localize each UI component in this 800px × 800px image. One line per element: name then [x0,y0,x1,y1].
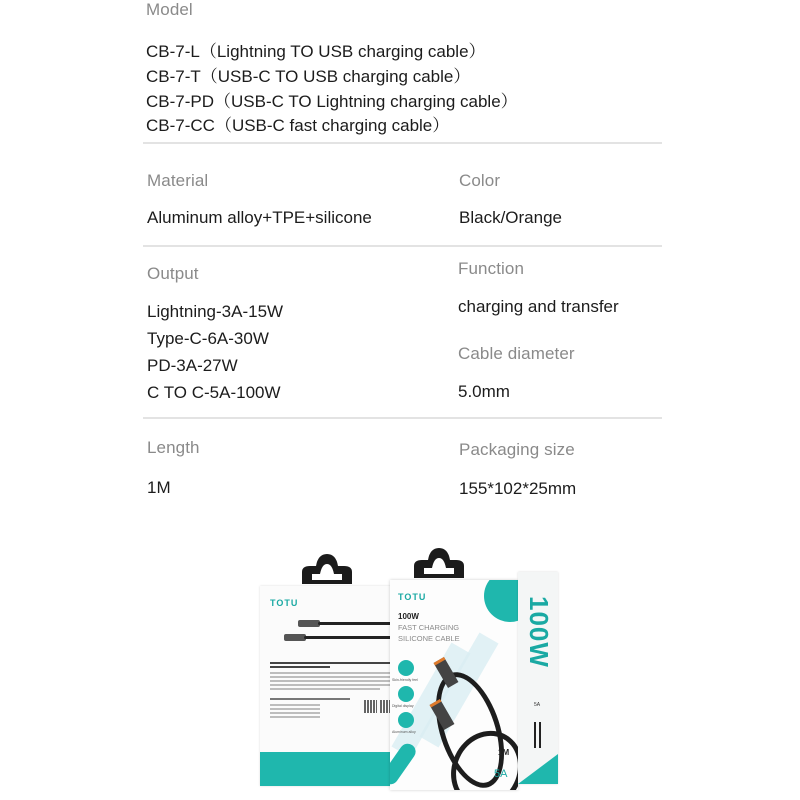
text-line [270,688,380,690]
cable-icon [534,722,536,748]
function-label: Function [458,259,525,278]
text-line [270,676,400,678]
text-line [270,684,400,686]
model-label: Model [146,0,193,19]
brand-logo: TOTU [270,598,299,608]
cable-diameter-value: 5.0mm [458,382,510,401]
material-label: Material [147,171,209,190]
length-label: Length [147,438,200,457]
front-subtitle: SILICONE CABLE [398,634,460,643]
divider [143,417,662,419]
description-text [270,666,330,668]
feature-icon [398,712,414,728]
output-value: Type-C-6A-30W [147,329,269,348]
cable-icon [539,722,541,748]
output-value: C TO C-5A-100W [147,383,281,402]
model-line: CB-7-L（Lightning TO USB charging cable） [146,42,486,61]
output-value: PD-3A-27W [147,356,238,375]
text-line [270,712,320,714]
text-line [270,704,320,706]
cable-icon [484,580,518,622]
qr-code [364,700,377,713]
package-front [390,580,518,790]
color-value: Black/Orange [459,208,562,227]
packaging-size-value: 155*102*25mm [459,479,577,498]
text-line [270,708,320,710]
cable-plug [298,620,320,627]
output-label: Output [147,264,199,283]
feature-label: Skin-friendly feel [392,678,418,682]
side-wattage: 100W [524,596,554,668]
length-value: 1M [147,478,171,497]
package-image [258,540,558,795]
color-label: Color [459,171,501,190]
divider [143,245,662,247]
cable-diameter-label: Cable diameter [458,344,575,363]
packaging-size-label: Packaging size [459,440,575,459]
accent-band [260,752,410,786]
feature-label: Digital display [392,704,414,708]
model-line: CB-7-CC（USB-C fast charging cable） [146,116,450,135]
package-back [260,586,410,786]
hanger-hook-icon [410,544,468,580]
text-line [270,716,320,718]
current-text: 5A [494,768,508,780]
model-line: CB-7-PD（USB-C TO Lightning charging cable） [146,92,518,111]
output-value: Lightning-3A-15W [147,302,284,321]
brand-logo: TOTU [398,592,427,602]
material-value: Aluminum alloy+TPE+silicone [147,208,372,227]
feature-icon [398,686,414,702]
front-subtitle: FAST CHARGING [398,623,460,632]
side-current: 5A [534,702,541,708]
text-line [270,680,400,682]
text-line [270,698,350,700]
package-side [518,572,558,784]
side-accent [518,754,558,784]
description-text [270,662,390,664]
function-value: charging and transfer [458,297,619,316]
feature-label: Aluminum alloy [392,730,416,734]
cable-plug [284,634,306,641]
text-line [270,672,400,674]
feature-icon [398,660,414,676]
model-line: CB-7-T（USB-C TO USB charging cable） [146,67,471,86]
hanger-hook-icon [298,550,356,586]
length-text: 1M [498,748,510,757]
front-title: 100W [398,612,419,621]
divider [143,142,662,144]
